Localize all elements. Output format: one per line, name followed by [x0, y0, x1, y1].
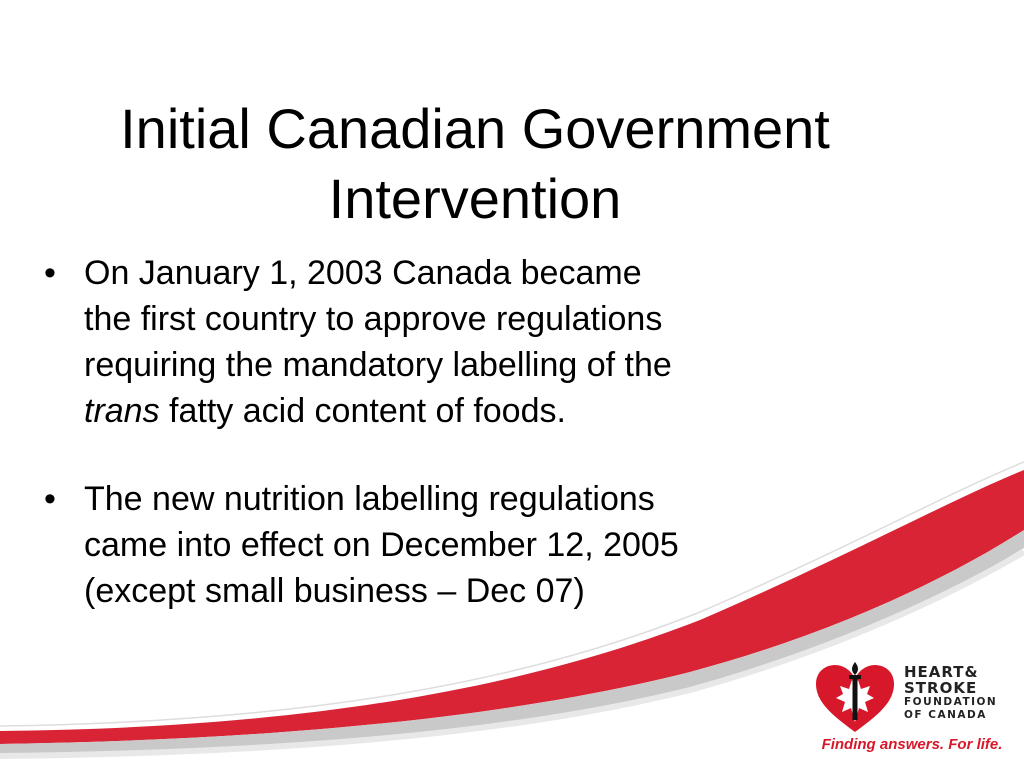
logo-line-foundation: FOUNDATION [904, 696, 998, 708]
bullet-dot: • [44, 480, 56, 518]
bullet-item [44, 250, 864, 434]
bullet-2-line-3: (except small business – Dec 07) [84, 572, 585, 610]
bullet-2-line-1: The new nutrition labelling regulations [84, 480, 655, 518]
bullet-1-line-4 [84, 388, 864, 434]
logo-tagline: Finding answers. For life. [821, 736, 1003, 753]
heart-and-stroke-logo [812, 660, 1012, 760]
bullet-dot: • [44, 254, 56, 292]
logo-wordmark [904, 664, 997, 722]
logo-line-stroke: STROKE [904, 679, 978, 697]
bullet-list [44, 250, 864, 656]
bullet-1-line-1: On January 1, 2003 Canada became [84, 254, 642, 292]
heart-maple-leaf-torch-icon [812, 660, 898, 736]
slide-title [0, 94, 950, 234]
bullet-2-line-2: came into effect on December 12, 2005 [84, 526, 679, 564]
trans-italic-text: trans [84, 392, 160, 430]
logo-line-of-canada: OF CANADA [904, 709, 987, 721]
bullet-1-line-3: requiring the mandatory labelling of the [84, 346, 672, 384]
bullet-1-line-4-rest: fatty acid content of foods. [159, 392, 566, 430]
logo-line-heart: HEART& [904, 663, 979, 681]
bullet-1-line-2: the first country to approve regulations [84, 300, 663, 338]
title-line-2: Intervention [328, 166, 622, 230]
bullet-item [44, 476, 864, 614]
title-line-1: Initial Canadian Government [120, 96, 830, 160]
